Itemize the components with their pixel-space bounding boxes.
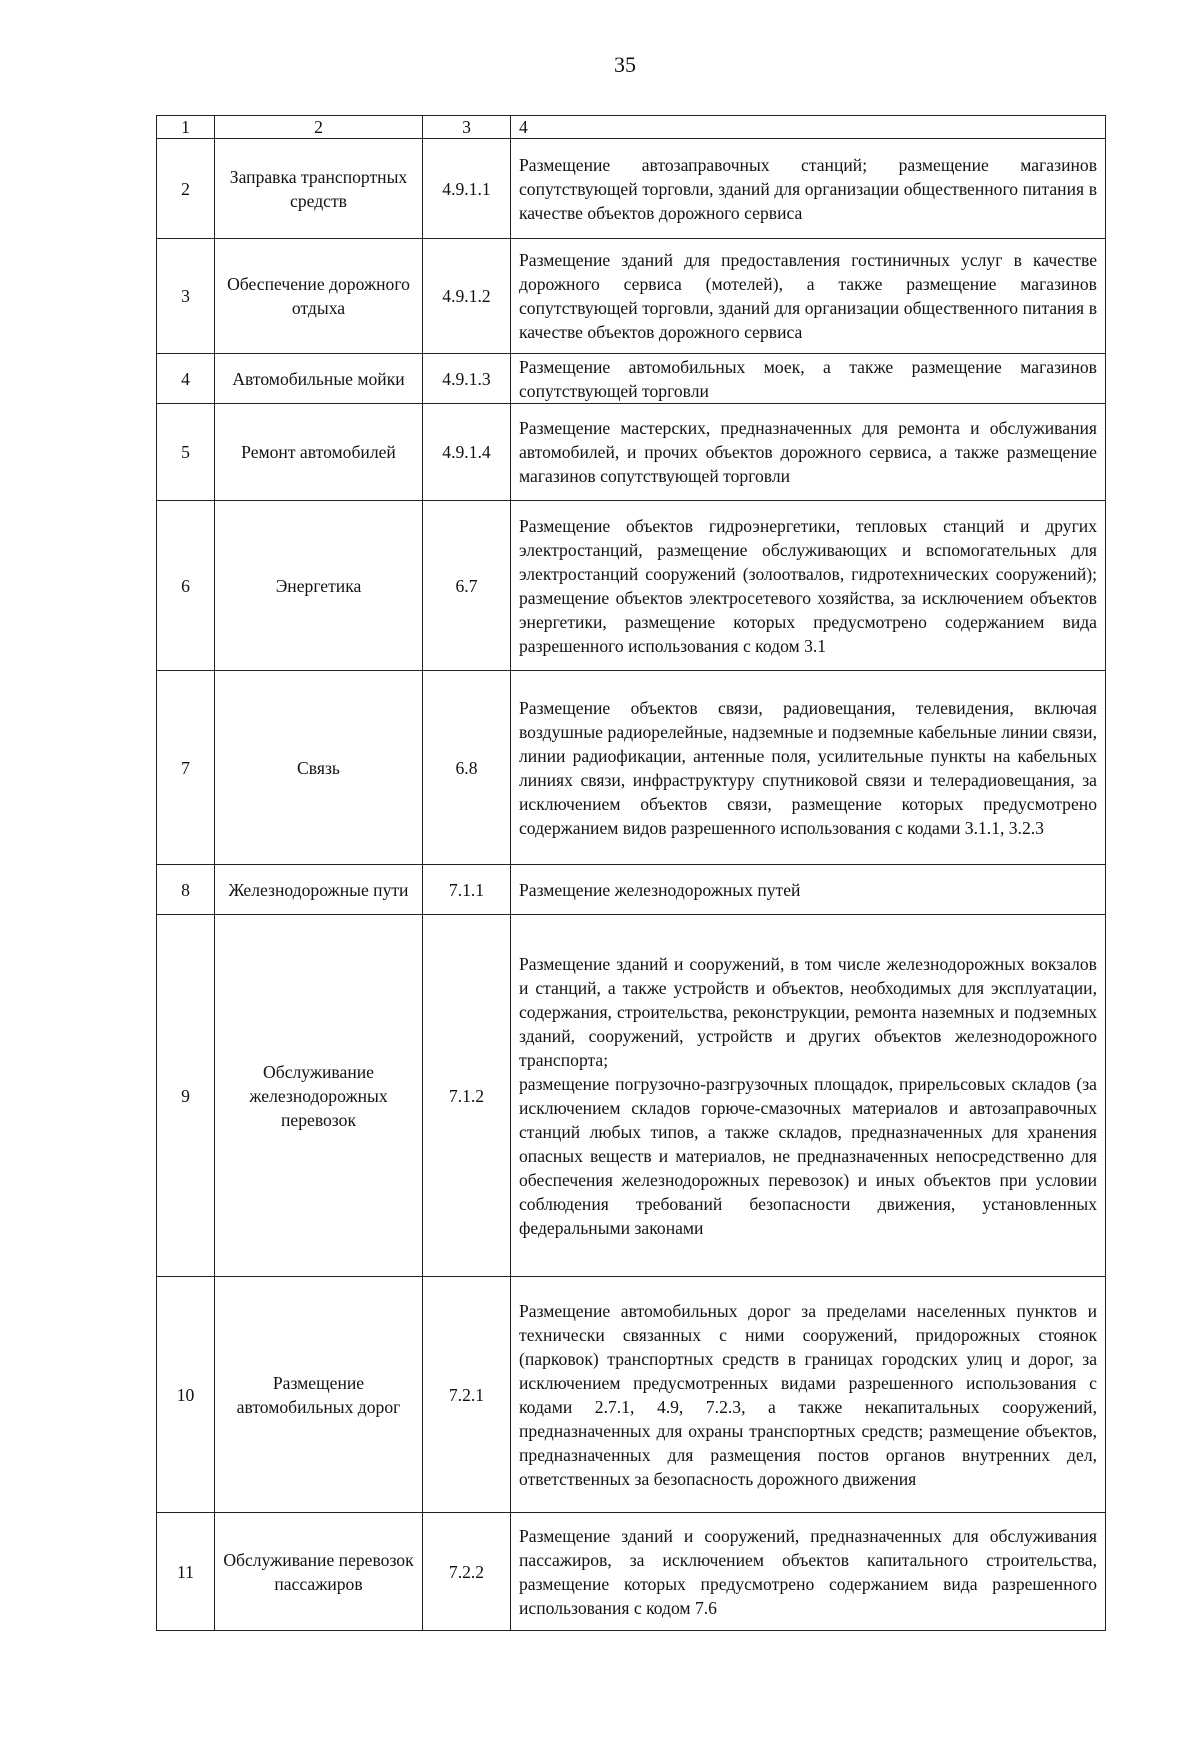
- use-type-description: [511, 915, 1106, 1277]
- row-number: 7: [157, 671, 215, 865]
- use-type-code: 4.9.1.4: [423, 404, 511, 501]
- use-type-code: 7.2.2: [423, 1513, 511, 1631]
- use-type-code: 7.2.1: [423, 1277, 511, 1513]
- table-row: [157, 404, 1106, 501]
- use-type-code: 7.1.2: [423, 915, 511, 1277]
- use-type-name: Заправка транспортных средств: [215, 139, 423, 239]
- table-header-row: [157, 116, 1106, 139]
- header-col-3: 3: [423, 116, 511, 139]
- row-number: 6: [157, 501, 215, 671]
- use-type-name: Энергетика: [215, 501, 423, 671]
- use-type-description: Размещение объектов связи, радиовещания, телевидения, включая воздушные радиорелейные, надземные и подземные кабельные линии связи, линии радиофикации, антенные поля, усилительные пункты на кабельных линиях связи, инфраструктуру спутниковой связи и телерадиовещания, за исключением объектов связи, размещение которых предусмотрено содержанием видов разрешенного использования с кодами 3.1.1, 3.2.3: [511, 671, 1106, 865]
- use-type-code: 4.9.1.1: [423, 139, 511, 239]
- table-row: [157, 915, 1106, 1277]
- page-number: 35: [614, 52, 636, 77]
- use-type-name: Обслуживание перевозок пассажиров: [215, 1513, 423, 1631]
- description-part-2: размещение погрузочно-разгрузочных площадок, прирельсовых складов (за исключением складов горюче-смазочных материалов и автозаправочных станций любых типов, а также складов, предназначенных для хранения опасных веществ и материалов, не предназначенных непосредственно для обеспечения железнодорожных перевозок) и иных объектов при условии соблюдения требований безопасности движения, установленных федеральными законами: [519, 1073, 1097, 1238]
- use-type-name: Обслуживание железнодорожных перевозок: [215, 915, 423, 1277]
- table-row: [157, 239, 1106, 354]
- use-type-code: 7.1.1: [423, 865, 511, 915]
- header-col-1: 1: [157, 116, 215, 139]
- use-type-description: Размещение автомобильных дорог за пределами населенных пунктов и технически связанных с ними сооружений, придорожных стоянок (парковок) транспортных средств в границах городских улиц и дорог, за исключением предусмотренных видами разрешенного использования с кодами 2.7.1, 4.9, 7.2.3, а также некапитальных сооружений, предназначенных для охраны транспортных средств; размещение объектов, предназначенных для размещения постов органов внутренних дел, ответственных за безопасность дорожного движения: [511, 1277, 1106, 1513]
- row-number: 10: [157, 1277, 215, 1513]
- use-type-name: Связь: [215, 671, 423, 865]
- description-part-1: Размещение зданий и сооружений, в том числе железнодорожных вокзалов и станций, а также устройств и объектов, необходимых для эксплуатации, содержания, строительства, реконструкции, ремонта наземных и подземных зданий, сооружений, устройств и других объектов железнодорожного транспорта;: [519, 953, 1097, 1070]
- use-type-code: 6.8: [423, 671, 511, 865]
- row-number: 11: [157, 1513, 215, 1631]
- use-type-description: Размещение зданий и сооружений, предназначенных для обслуживания пассажиров, за исключением объектов капитального строительства, размещение которых предусмотрено содержанием вида разрешенного использования с кодом 7.6: [511, 1513, 1106, 1631]
- header-col-4: 4: [511, 116, 1106, 139]
- use-type-code: 4.9.1.2: [423, 239, 511, 354]
- table-row: [157, 139, 1106, 239]
- use-type-code: 4.9.1.3: [423, 354, 511, 404]
- row-number: 8: [157, 865, 215, 915]
- row-number: 5: [157, 404, 215, 501]
- row-number: 4: [157, 354, 215, 404]
- land-use-table: [156, 115, 1106, 1631]
- use-type-name: Обеспечение дорожного отдыха: [215, 239, 423, 354]
- use-type-name: Ремонт автомобилей: [215, 404, 423, 501]
- use-type-description: Размещение автомобильных моек, а также размещение магазинов сопутствующей торговли: [511, 354, 1106, 404]
- use-type-description: Размещение зданий для предоставления гостиничных услуг в качестве дорожного сервиса (мотелей), а также размещение магазинов сопутствующей торговли, зданий для организации общественного питания в качестве объектов дорожного сервиса: [511, 239, 1106, 354]
- use-type-description: Размещение автозаправочных станций; размещение магазинов сопутствующей торговли, зданий для организации общественного питания в качестве объектов дорожного сервиса: [511, 139, 1106, 239]
- use-type-name: Железнодорожные пути: [215, 865, 423, 915]
- header-col-2: 2: [215, 116, 423, 139]
- table-row: [157, 1277, 1106, 1513]
- use-type-description: Размещение объектов гидроэнергетики, тепловых станций и других электростанций, размещение обслуживающих и вспомогательных для электростанций сооружений (золоотвалов, гидротехнических сооружений); размещение объектов электросетевого хозяйства, за исключением объектов энергетики, размещение которых предусмотрено содержанием вида разрешенного использования с кодом 3.1: [511, 501, 1106, 671]
- use-type-description: Размещение железнодорожных путей: [511, 865, 1106, 915]
- table-row: [157, 354, 1106, 404]
- use-type-name: Автомобильные мойки: [215, 354, 423, 404]
- use-type-code: 6.7: [423, 501, 511, 671]
- row-number: 2: [157, 139, 215, 239]
- table-row: [157, 671, 1106, 865]
- row-number: 3: [157, 239, 215, 354]
- table-row: [157, 501, 1106, 671]
- use-type-description: Размещение мастерских, предназначенных для ремонта и обслуживания автомобилей, и прочих объектов дорожного сервиса, а также размещение магазинов сопутствующей торговли: [511, 404, 1106, 501]
- table-row: [157, 1513, 1106, 1631]
- row-number: 9: [157, 915, 215, 1277]
- use-type-name: Размещение автомобильных дорог: [215, 1277, 423, 1513]
- table-row: [157, 865, 1106, 915]
